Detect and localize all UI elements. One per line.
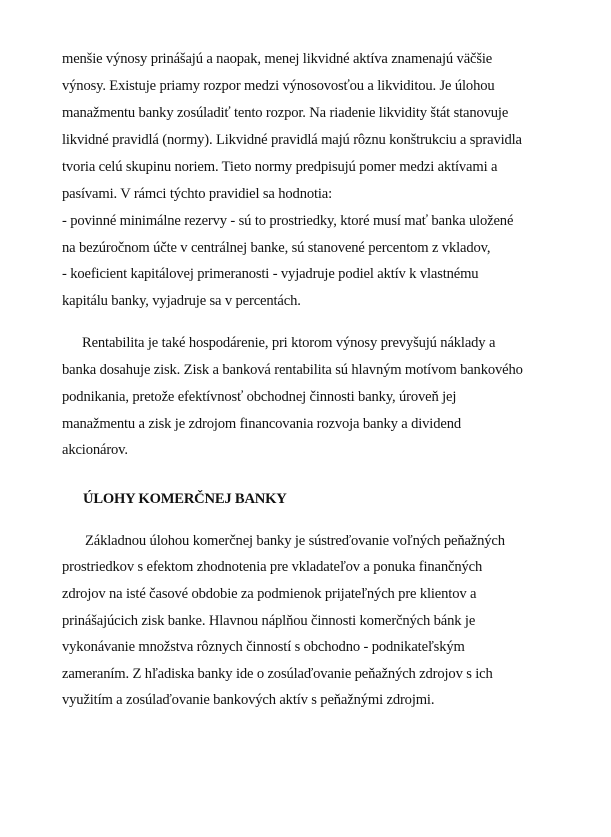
text-line: likvidné pravidlá (normy). Likvidné pravidlá majú rôznu konštrukciu a spravidla — [62, 132, 522, 148]
text-line: tvoria celú skupinu noriem. Tieto normy predpisujú pomer medzi aktívami a — [62, 159, 498, 175]
list-item-line: - koeficient kapitálovej primeranosti - vyjadruje podiel aktív k vlastnému — [62, 266, 479, 282]
text-line: prostriedkov s efektom zhodnotenia pre vkladateľov a ponuka finančných — [62, 559, 483, 575]
text-line: podnikania, pretože efektívnosť obchodnej činnosti banky, úroveň jej — [62, 389, 457, 405]
list-item-line: - povinné minimálne rezervy - sú to prostriedky, ktoré musí mať banka uložené — [62, 213, 514, 229]
text-line: manažmentu a zisk je zdrojom financovania rozvoja banky a dividend — [62, 416, 461, 432]
list-item-line: kapitálu banky, vyjadruje sa v percentách. — [62, 293, 301, 309]
list-item-line: na bezúročnom účte v centrálnej banke, sú stanovené percentom z vkladov, — [62, 240, 491, 256]
text-line: zdrojov na isté časové obdobie za podmienok prijateľných pre klientov a — [62, 586, 477, 602]
text-line: pasívami. V rámci týchto pravidiel sa hodnotia: — [62, 186, 333, 202]
text-line: Rentabilita je také hospodárenie, pri ktorom výnosy prevyšujú náklady a — [82, 335, 496, 351]
text-line: zameraním. Z hľadiska banky ide o zosúlaďovanie peňažných zdrojov s ich — [62, 666, 493, 682]
text-line: Základnou úlohou komerčnej banky je sústreďovanie voľných peňažných — [85, 533, 505, 549]
text-line: vykonávanie množstva rôznych činností s obchodno - podnikateľským — [62, 639, 465, 655]
section-heading: ÚLOHY KOMERČNEJ BANKY — [83, 491, 287, 507]
text-line: akcionárov. — [62, 442, 128, 458]
text-line: manažmentu banky zosúladiť tento rozpor. Na riadenie likvidity štát stanovuje — [62, 105, 509, 121]
text-line: prinášajúcich zisk banke. Hlavnou náplňou činnosti komerčných bánk je — [62, 613, 476, 629]
text-line: výnosy. Existuje priamy rozpor medzi výnosovosťou a likviditou. Je úlohou — [62, 78, 495, 94]
text-line: využitím a zosúlaďovanie bankových aktív s peňažnými zdrojmi. — [62, 692, 435, 708]
text-line: menšie výnosy prinášajú a naopak, menej likvidné aktíva znamenajú väčšie — [62, 51, 493, 67]
text-line: banka dosahuje zisk. Zisk a banková rentabilita sú hlavným motívom bankového — [62, 362, 523, 378]
